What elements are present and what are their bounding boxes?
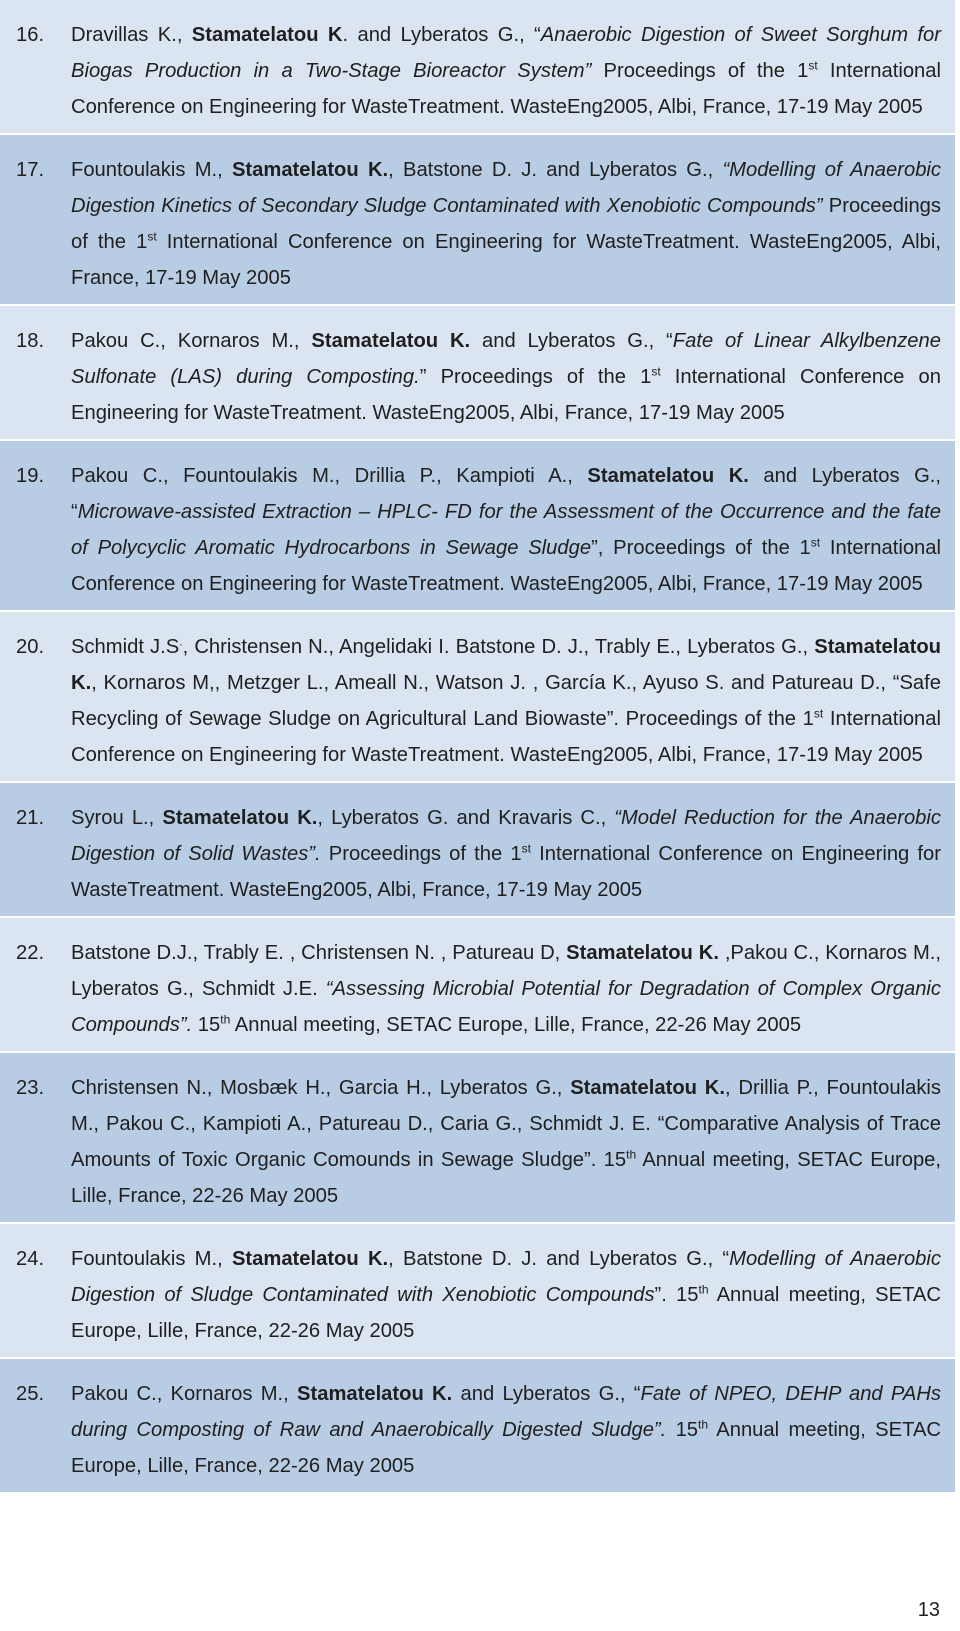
reference-item: [0, 135, 955, 306]
reference-text-run: Batstone D.J., Trably E. , Christensen N. , Patureau D,: [71, 942, 567, 964]
ordinal-suffix: st: [808, 58, 818, 73]
reference-text-run: , Kornaros M,, Metzger L., Ameall N., Watson J. , García K., Ayuso S. and Patureau D., “Safe Recycling of Sewage Sludge on Agricultural Land Biowaste”. Proceedings of the 1: [71, 672, 941, 730]
reference-text-run: Pakou C., Kornaros M.,: [71, 330, 312, 352]
ordinal-suffix: th: [220, 1012, 231, 1027]
author-highlight: Stamatelatou K.: [566, 942, 719, 964]
reference-text: [71, 323, 941, 431]
reference-number: 19.: [16, 465, 45, 487]
reference-text-run: Annual meeting, SETAC Europe, Lille, France, 22-26 May 2005: [71, 1419, 941, 1477]
author-highlight: Stamatelatou K.: [297, 1383, 453, 1405]
reference-text-run: Annual meeting, SETAC Europe, Lille, France, 22-26 May 2005: [71, 1149, 942, 1207]
page-number: 13: [917, 1599, 940, 1621]
reference-text-run: ”, Proceedings of the 1: [591, 537, 811, 559]
reference-text: [71, 1241, 941, 1349]
reference-text-run: ” Proceedings of the 1: [419, 366, 652, 388]
ordinal-suffix: th: [698, 1282, 709, 1297]
author-highlight: Stamatelatou K.: [587, 465, 749, 487]
ordinal-suffix: .: [179, 634, 183, 649]
reference-item: [0, 441, 955, 612]
reference-text-run: , Christensen N., Angelidaki I. Batstone D. J., Trably E., Lyberatos G.,: [182, 636, 815, 658]
reference-text: [71, 800, 941, 908]
ordinal-suffix: st: [813, 706, 824, 721]
author-highlight: Stamatelatou K.: [570, 1077, 725, 1099]
author-highlight: Stamatelatou K.: [162, 807, 318, 829]
reference-item: [0, 0, 955, 135]
reference-item: [0, 612, 955, 783]
reference-text-run: and Lyberatos G., “: [71, 465, 941, 523]
reference-text-run: International Conference on Engineering for WasteTreatment. WasteEng2005, Albi, France, 17-19 May 2005: [71, 60, 941, 118]
paper-title: Modelling of Anaerobic Digestion of Sludge Contaminated with Xenobiotic Compounds: [71, 1248, 941, 1306]
reference-item: [0, 306, 955, 441]
reference-text-run: International Conference on Engineering for WasteTreatment. WasteEng2005, Albi, France, 17-19 May 2005: [71, 537, 941, 595]
reference-text-run: ,Pakou C., Kornaros M., Lyberatos G., Schmidt J.E.: [71, 942, 942, 1000]
reference-number: 20.: [16, 636, 45, 658]
reference-text-run: Syrou L.,: [71, 807, 163, 829]
reference-number: 18.: [16, 330, 45, 352]
ordinal-suffix: th: [698, 1417, 709, 1432]
paper-title: Anaerobic Digestion of Sweet Sorghum for Biogas Production in a Two-Stage Bioreactor System”: [71, 24, 941, 82]
author-highlight: Stamatelatou K.: [71, 636, 941, 694]
reference-text-run: . and Lyberatos G., “: [342, 24, 541, 46]
reference-text-run: , Batstone D. J. and Lyberatos G.,: [388, 159, 723, 181]
reference-number: 16.: [16, 24, 45, 46]
reference-text-run: Fountoulakis M.,: [71, 1248, 232, 1270]
reference-text: [71, 935, 941, 1043]
paper-title: Fate of NPEO, DEHP and PAHs during Composting of Raw and Anaerobically Digested Sludge”.: [71, 1383, 942, 1441]
author-highlight: Stamatelatou K: [191, 24, 343, 46]
reference-text: [71, 152, 941, 296]
reference-item: [0, 1224, 955, 1359]
reference-text-run: Christensen N., Mosbæk H., Garcia H., Lyberatos G.,: [71, 1077, 571, 1099]
reference-text-run: , Batstone D. J. and Lyberatos G., “: [388, 1248, 730, 1270]
reference-item: [0, 918, 955, 1053]
reference-item: [0, 783, 955, 918]
paper-title: “Modelling of Anaerobic Digestion Kinetics of Secondary Sludge Contaminated with Xenobiotic Compounds”: [71, 159, 942, 217]
reference-number: 17.: [16, 159, 45, 181]
reference-number: 25.: [16, 1383, 45, 1405]
ordinal-suffix: st: [521, 841, 531, 856]
reference-text-run: , Lyberatos G. and Kravaris C.,: [317, 807, 615, 829]
reference-text: [71, 458, 941, 602]
reference-item: [0, 1053, 955, 1224]
reference-number: 22.: [16, 942, 45, 964]
paper-title: “Model Reduction for the Anaerobic Digestion of Solid Wastes”.: [71, 807, 941, 865]
reference-text: [71, 1376, 941, 1484]
reference-text-run: Annual meeting, SETAC Europe, Lille, France, 22-26 May 2005: [71, 1284, 941, 1342]
reference-text-run: Pakou C., Kornaros M.,: [71, 1383, 298, 1405]
reference-text-run: , Drillia P., Fountoulakis M., Pakou C., Kampioti A., Patureau D., Caria G., Schmidt J. E. “Comparative Analysis of Trace Amounts of Toxic Organic Comounds in Sewage Sludge”. 15: [71, 1077, 942, 1171]
reference-text-run: 15: [666, 1419, 699, 1441]
reference-text-run: International Conference on Engineering for WasteTreatment. WasteEng2005, Albi, France, 17-19 May 2005: [71, 231, 941, 289]
reference-item: [0, 1359, 955, 1494]
reference-text-run: Proceedings of the 1: [71, 195, 941, 253]
reference-text-run: Dravillas K.,: [71, 24, 192, 46]
author-highlight: Stamatelatou K.: [311, 330, 471, 352]
reference-number: 24.: [16, 1248, 45, 1270]
reference-text-run: and Lyberatos G., “: [470, 330, 673, 352]
reference-text: [71, 1070, 941, 1214]
reference-text-run: International Conference on Engineering for WasteTreatment. WasteEng2005, Albi, France, 17-19 May 2005: [71, 843, 941, 901]
reference-text-run: 15: [192, 1014, 221, 1036]
paper-title: “Assessing Microbial Potential for Degradation of Complex Organic Compounds”.: [71, 978, 941, 1036]
reference-text-run: International Conference on Engineering for WasteTreatment. WasteEng2005, Albi, France, 17-19 May 2005: [71, 366, 941, 424]
ordinal-suffix: th: [626, 1147, 637, 1162]
reference-text: [71, 629, 941, 773]
reference-number: 21.: [16, 807, 45, 829]
reference-number: 23.: [16, 1077, 45, 1099]
ordinal-suffix: st: [147, 229, 157, 244]
reference-text-run: and Lyberatos G., “: [452, 1383, 641, 1405]
reference-text-run: International Conference on Engineering for WasteTreatment. WasteEng2005, Albi, France, 17-19 May 2005: [71, 708, 941, 766]
reference-text-run: Schmidt J.S: [71, 636, 180, 658]
paper-title: Microwave-assisted Extraction – HPLC- FD for the Assessment of the Occurrence and the fate of Polycyclic Aromatic Hydrocarbons in Sewage Sludge: [71, 501, 941, 559]
author-highlight: Stamatelatou K.: [231, 159, 389, 181]
reference-text-run: Fountoulakis M.,: [71, 159, 232, 181]
reference-text-run: ”. 15: [654, 1284, 699, 1306]
reference-text-run: Proceedings of the 1: [591, 60, 809, 82]
reference-text-run: Annual meeting, SETAC Europe, Lille, France, 22-26 May 2005: [230, 1014, 802, 1036]
ordinal-suffix: st: [810, 535, 821, 550]
ordinal-suffix: st: [651, 364, 661, 379]
reference-text-run: Proceedings of the 1: [320, 843, 522, 865]
author-highlight: Stamatelatou K.: [231, 1248, 389, 1270]
reference-text-run: Pakou C., Fountoulakis M., Drillia P., Kampioti A.,: [71, 465, 588, 487]
paper-title: Fate of Linear Alkylbenzene Sulfonate (LAS) during Composting.: [71, 330, 941, 388]
reference-text: [71, 17, 941, 125]
